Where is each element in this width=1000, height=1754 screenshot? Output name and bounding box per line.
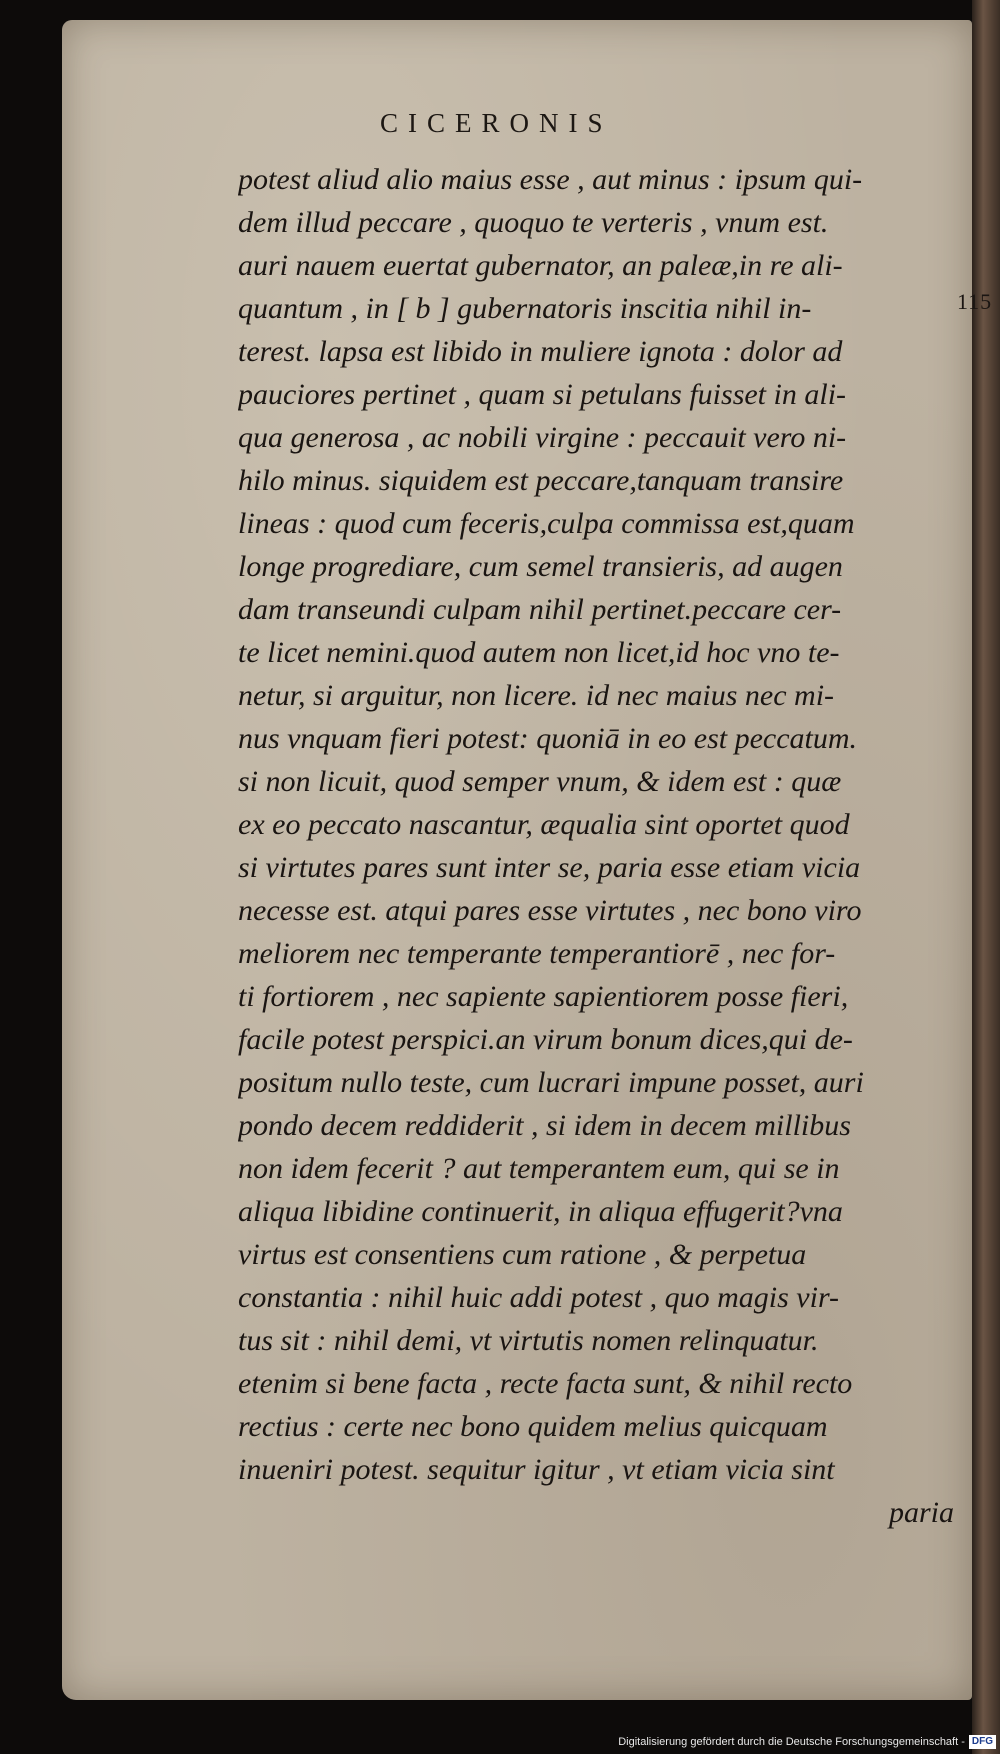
text-line: rectius : certe nec bono quidem melius quicquam — [238, 1410, 828, 1443]
text-line: facile potest perspici.an virum bonum dices,qui de- — [238, 1023, 853, 1056]
text-line: pauciores pertinet , quam si petulans fuisset in ali- — [238, 378, 847, 411]
text-line: hilo minus. siquidem est peccare,tanquam transire — [238, 464, 844, 497]
text-line: non idem fecerit ? aut temperantem eum, qui se in — [238, 1152, 840, 1185]
text-line: virtus est consentiens cum ratione , & perpetua — [238, 1238, 807, 1271]
catchword: paria — [888, 1496, 954, 1529]
text-line: constantia : nihil huic addi potest , quo magis vir- — [238, 1281, 840, 1314]
text-line: nus vnquam fieri potest: quoniā in eo est peccatum. — [238, 722, 858, 755]
text-line: te licet nemini.quod autem non licet,id hoc vno te- — [238, 636, 840, 669]
text-line: auri nauem euertat gubernator, an paleæ,in re ali- — [238, 249, 843, 282]
running-head: CICERONIS — [380, 108, 613, 138]
text-line: dem illud peccare , quoquo te verteris , vnum est. — [238, 206, 829, 239]
text-line: tus sit : nihil demi, vt virtutis nomen relinquatur. — [238, 1324, 819, 1357]
footer-credit-text: Digitalisierung gefördert durch die Deutsche Forschungsgemeinschaft - — [618, 1736, 965, 1748]
margin-line-number: 115 — [957, 289, 993, 314]
text-line: ex eo peccato nascantur, æqualia sint oportet quod — [238, 808, 850, 841]
text-line: inueniri potest. sequitur igitur , vt etiam vicia sint — [238, 1453, 835, 1486]
dfg-logo: DFG — [969, 1735, 996, 1749]
text-line: terest. lapsa est libido in muliere ignota : dolor ad — [238, 335, 843, 368]
digitization-footer — [618, 1732, 996, 1752]
text-line: ti fortiorem , nec sapiente sapientiorem posse fieri, — [238, 980, 849, 1013]
text-line: positum nullo teste, cum lucrari impune posset, auri — [238, 1066, 864, 1099]
text-line: netur, si arguitur, non licere. id nec maius nec mi- — [238, 679, 835, 712]
text-line: aliqua libidine continuerit, in aliqua effugerit?vna — [238, 1195, 843, 1228]
text-line: pondo decem reddiderit , si idem in decem millibus — [238, 1109, 851, 1142]
text-line: lineas : quod cum feceris,culpa commissa est,quam — [238, 507, 855, 540]
text-block — [238, 158, 954, 1534]
text-line: dam transeundi culpam nihil pertinet.peccare cer- — [238, 593, 842, 626]
text-line: potest aliud alio maius esse , aut minus : ipsum qui- — [238, 163, 863, 196]
text-line: si virtutes pares sunt inter se, paria esse etiam vicia — [238, 851, 861, 884]
text-line: si non licuit, quod semper vnum, & idem est : quæ — [238, 765, 842, 798]
text-line: necesse est. atqui pares esse virtutes , nec bono viro — [238, 894, 862, 927]
text-line: etenim si bene facta , recte facta sunt, & nihil recto — [238, 1367, 853, 1400]
text-line: meliorem nec temperante temperantiorē , nec for- — [238, 937, 836, 970]
text-line: quantum , in [ b ] gubernatoris inscitia nihil in- — [238, 292, 812, 325]
text-line: longe progrediare, cum semel transieris, ad augen — [238, 550, 843, 583]
text-line: qua generosa , ac nobili virgine : peccauit vero ni- — [238, 421, 847, 454]
book-spine-edge — [972, 0, 1000, 1754]
